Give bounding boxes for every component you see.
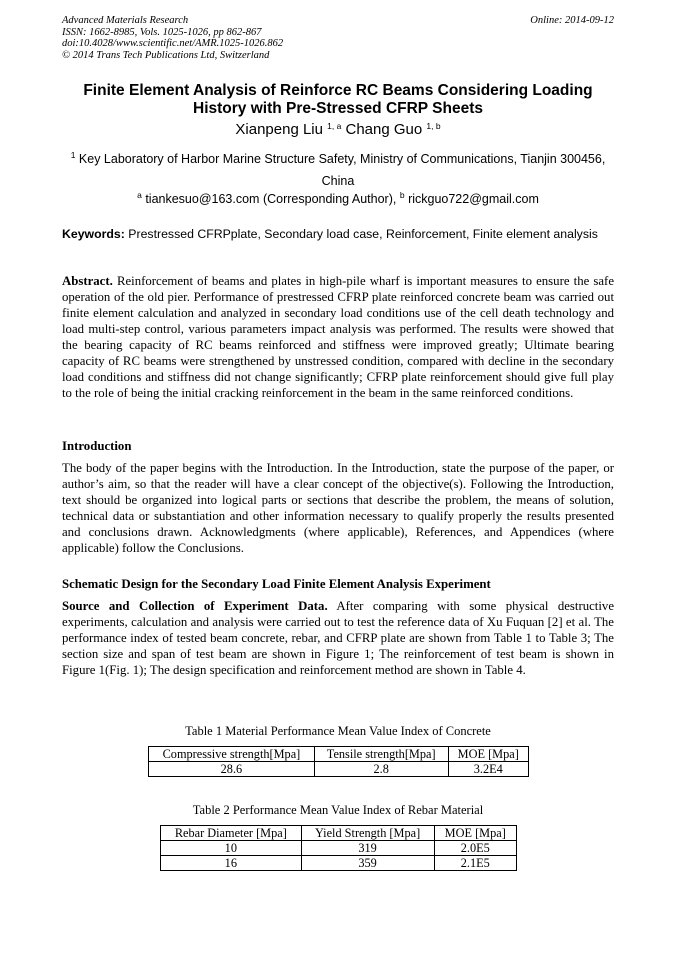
online-date: Online: 2014-09-12: [530, 15, 614, 26]
table-cell: 2.1E5: [434, 856, 517, 871]
author-name: Xianpeng Liu: [235, 121, 323, 138]
affiliation-superscript: 1: [70, 150, 76, 160]
table-header-row: [149, 747, 529, 762]
table-row: [161, 856, 517, 871]
section-heading-introduction: Introduction: [62, 439, 132, 453]
table-header-row: [161, 826, 517, 841]
email-superscript: b: [399, 190, 405, 200]
abstract-label: Abstract.: [62, 274, 113, 288]
email-superscript: a: [137, 190, 142, 200]
author-superscript: 1, a: [327, 121, 342, 131]
paper-title: Finite Element Analysis of Reinforce RC Beams Considering Loading History with Pre-Stressed CFRP Sheets: [83, 82, 593, 117]
copyright-line: © 2014 Trans Tech Publications Ltd, Switzerland: [62, 49, 270, 61]
table-cell: 319: [301, 841, 434, 856]
keywords-text: Prestressed CFRPplate, Secondary load case, Reinforcement, Finite element analysis: [128, 227, 598, 241]
author-name: Chang Guo: [345, 121, 423, 138]
table1: [148, 746, 529, 777]
table-row: [161, 841, 517, 856]
introduction-paragraph: The body of the paper begins with the Introduction. In the Introduction, state the purpose of the paper, or author’s aim, so that the reader will have a clear concept of the objective(s). Following the Introduction, text should be organized into logical parts or sections that describe the problem, the means of solution, technical data or substantiation and other information necessary to qualify properly the results presented and conclusions drawn. Acknowledgments (where applicable), References, and Appendices (where applicable) follow the Conclusions.: [62, 461, 614, 555]
table-header-cell: Rebar Diameter [Mpa]: [161, 826, 302, 841]
table2: [160, 825, 517, 871]
section-heading-schematic: Schematic Design for the Secondary Load Finite Element Analysis Experiment: [62, 577, 491, 591]
table-cell: 28.6: [149, 762, 315, 777]
table2-caption: Table 2 Performance Mean Value Index of Rebar Material: [192, 803, 484, 817]
email-b: rickguo722@gmail.com: [408, 192, 539, 206]
table-header-cell: Compressive strength[Mpa]: [149, 747, 315, 762]
table-cell: 359: [301, 856, 434, 871]
author-superscript: 1, b: [426, 121, 441, 131]
table-header-cell: MOE [Mpa]: [434, 826, 517, 841]
table-row: [149, 762, 529, 777]
keywords: [62, 226, 622, 242]
table-header-cell: Tensile strength[Mpa]: [314, 747, 448, 762]
schematic-text: After comparing with some physical destructive experiments, calculation and analysis were carried out to test the reference data of Xu Fuquan [2] et al. The performance index of tested beam concrete, rebar, and CFRP plate are shown from Table 1 to Table 3; The section size and span of test beam are shown in Figure 1; The reinforcement of test beam is shown in Figure 1(Fig. 1); The design specification and reinforcement method are shown in Table 4.: [62, 599, 614, 677]
affiliation-text: Key Laboratory of Harbor Marine Structure Safety, Ministry of Communications, Tianjin 300456, China: [78, 152, 606, 188]
table-cell: 16: [161, 856, 302, 871]
abstract-paragraph: [62, 273, 614, 401]
email-line: [62, 190, 614, 208]
table-cell: 3.2E4: [448, 762, 529, 777]
subheading-source: Source and Collection of Experiment Data.: [62, 599, 328, 613]
affiliation: [62, 148, 614, 192]
abstract-text: Reinforcement of beams and plates in high-pile wharf is important measures to ensure the safe operation of the old pier. Performance of prestressed CFRP plate reinforced concrete beam was carried out finite element calculation and analyzed in secondary load conditions use of the cell death technology and load multi-step control, various parameters impact analysis was performed. The results were showed that the bearing capacity of RC beams reinforced and stiffness were improved greatly; Ultimate bearing capacity of RC beams were strengthened by unstressed condition, compared with decline in the secondary load conditions and stiffness did not change significantly; CFRP plate reinforcement should give full play to the role of being the initial cracking reinforcement in the beam in the same reinforced conditions.: [62, 274, 615, 400]
table-cell: 2.8: [314, 762, 448, 777]
table-header-cell: Yield Strength [Mpa]: [301, 826, 434, 841]
table-cell: 2.0E5: [434, 841, 517, 856]
schematic-paragraph: [62, 598, 614, 678]
journal-header: [62, 15, 614, 61]
email-a: tiankesuo@163.com (Corresponding Author),: [145, 192, 397, 206]
issn-line: ISSN: 1662-8985, Vols. 1025-1026, pp 862-867: [62, 26, 262, 38]
table-cell: 10: [161, 841, 302, 856]
table-header-cell: MOE [Mpa]: [448, 747, 529, 762]
author-line: [62, 121, 614, 139]
journal-name: Advanced Materials Research: [62, 15, 189, 26]
table1-caption: Table 1 Material Performance Mean Value Index of Concrete: [185, 724, 491, 738]
keywords-label: Keywords:: [62, 227, 125, 241]
doi-line: doi:10.4028/www.scientific.net/AMR.1025-1026.862: [62, 38, 284, 49]
